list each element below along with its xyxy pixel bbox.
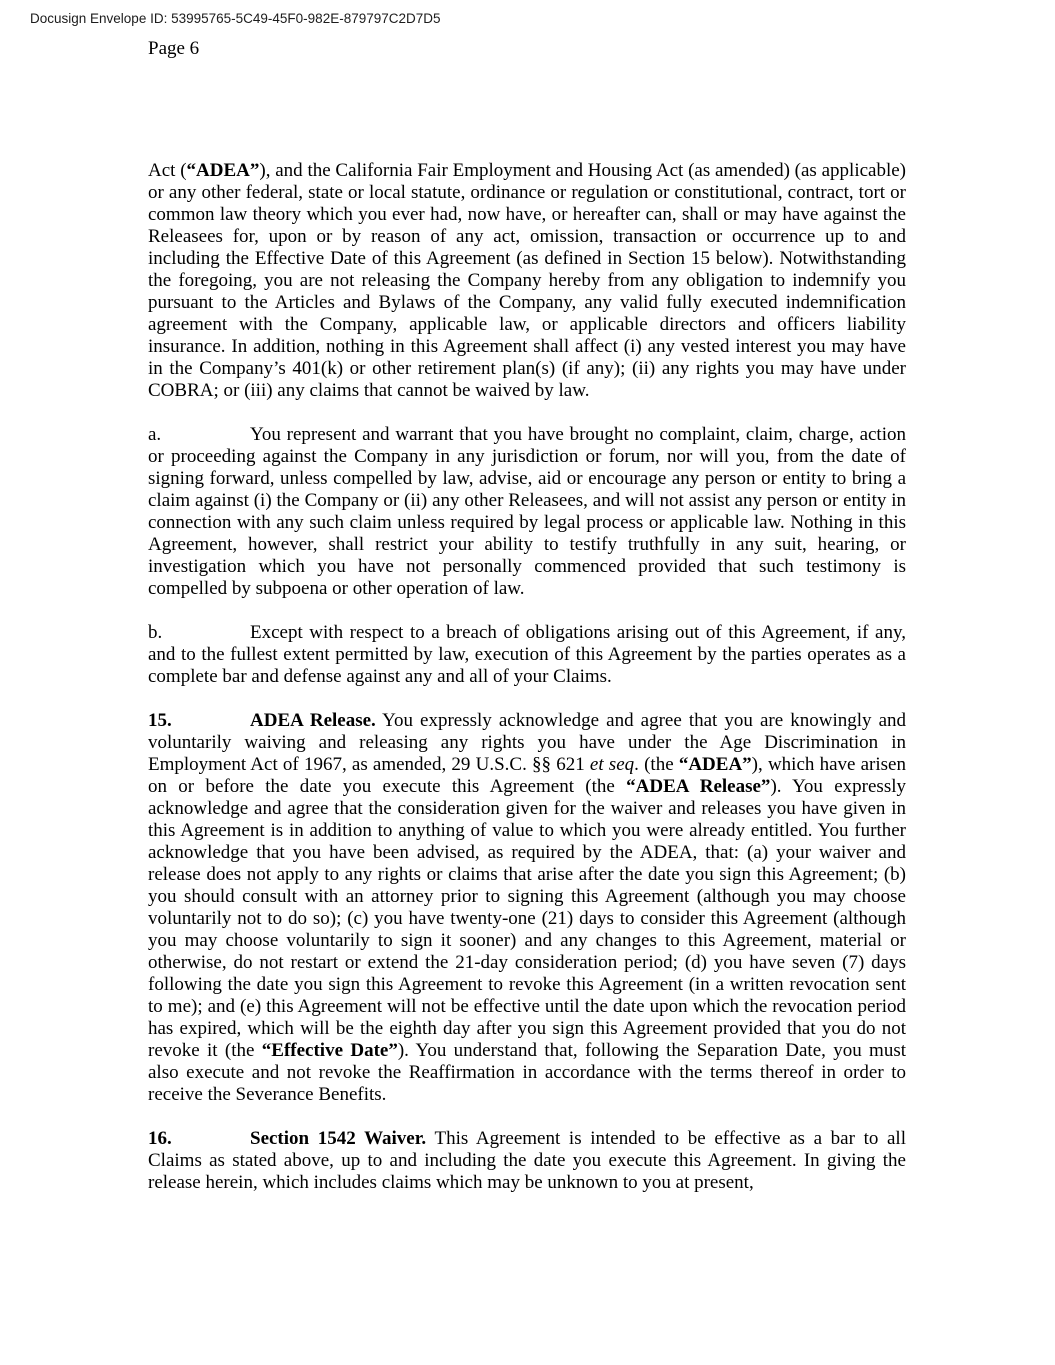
- text-run: ). You understand that, following the Separation Date, you must also execute and not revoke the Reaffirmation in accordance with the terms thereof in order to receive the Severance Benefits.: [148, 1040, 906, 1105]
- section-15-number: 15.: [148, 710, 172, 731]
- text-run-bold-effective-date: “Effective Date”: [261, 1040, 398, 1061]
- text-run: . (the: [634, 754, 679, 775]
- text-run: ), which have arisen on or before the date you execute this Agreement (the: [148, 754, 906, 797]
- text-run-italic-etseq: et seq: [589, 754, 635, 775]
- text-run: ). You expressly acknowledge and agree that the consideration given for the waiver and releases you have given in this Agreement is in addition to anything of value to which you were already entitled. You further acknowledge that you have been advised, as required by the ADEA, that: (a) your waiver and release does not apply to any rights or claims that arise after the date you sign this Agreement; (b) you should consult with an attorney prior to signing this Agreement (although you may choose voluntarily not to do so); (c) you have twenty-one (21) days to consider this Agreement (although you may choose voluntarily to sign it sooner) and any changes to this Agreement, material or otherwise, do not restart or extend the 21-day consideration period; (d) you have seven (7) days following the date you sign this Agreement to revoke this Agreement (in a written revocation sent to me); and (e) this Agreement will not be effective until the date upon which the revocation period has expired, which will be the eighth day after you sign this Agreement provided that you do not revoke it (the: [148, 776, 907, 1061]
- section-15-heading: ADEA Release.: [250, 710, 376, 731]
- page-number-label: Page 6: [148, 38, 200, 59]
- docusign-envelope-id: Docusign Envelope ID: 53995765-5C49-45F0-982E-879797C2D7D5: [30, 11, 441, 26]
- text-run-bold-adea: “ADEA”: [678, 754, 752, 775]
- paragraph-continuation: [148, 160, 906, 402]
- paragraph-marker-a: a.: [148, 424, 162, 445]
- text-run: You expressly acknowledge and agree that you are knowingly and voluntarily waiving and releasing any rights you have under the Age Discrimination in Employment Act of 1967, as amended, 29 U.S.C. §§ 621: [148, 710, 906, 775]
- text-run: ), and the California Fair Employment and Housing Act (as amended) (as applicable) or any other federal, state or local statute, ordinance or regulation or constitutional, contract, tort or common law theory which you ever had, now have, or hereafter can, shall or may have against the Releasees for, upon or by reason of any act, omission, transaction or occurrence up to and including the Effective Date of this Agreement (as defined in Section 15 below). Notwithstanding the foregoing, you are not releasing the Company hereby from any obligation to indemnify you pursuant to the Articles and Bylaws of the Company, any valid fully executed indemnification agreement with the Company, applicable law, or applicable directors and officers liability insurance. In addition, nothing in this Agreement shall affect (i) any vested interest you may have in the Company’s 401(k) or other retirement plan(s) (if any); (ii) any rights you may have under COBRA; or (iii) any claims that cannot be waived by law.: [148, 160, 906, 401]
- text-run: This Agreement is intended to be effective as a bar to all Claims as stated above, up to and including the date you execute this Agreement. In giving the release herein, which includes claims which may be unknown to you at present,: [148, 1128, 906, 1193]
- section-16-number: 16.: [148, 1128, 172, 1149]
- text-run-bold-adea: “ADEA”: [186, 160, 260, 181]
- document-body: [148, 160, 906, 1216]
- text-run-bold-adea-release: “ADEA Release”: [626, 776, 771, 797]
- text-run: Except with respect to a breach of obligations arising out of this Agreement, if any, and to the fullest extent permitted by law, execution of this Agreement by the parties operates as a complete bar and defense against any and all of your Claims.: [148, 622, 906, 687]
- text-run: Act (: [148, 160, 187, 181]
- paragraph-a: [148, 424, 906, 600]
- paragraph-marker-b: b.: [148, 622, 163, 643]
- section-16-1542-waiver: [148, 1128, 906, 1194]
- text-run: You represent and warrant that you have brought no complaint, claim, charge, action or proceeding against the Company in any jurisdiction or forum, nor will you, from the date of signing forward, unless compelled by law, advise, aid or encourage any person or entity to bring a claim against (i) the Company or (ii) any other Releasees, and will not assist any person or entity in connection with any such claim unless required by legal process or applicable law. Nothing in this Agreement, however, shall restrict your ability to testify truthfully in any suit, hearing, or investigation which you have not personally commenced provided that such testimony is compelled by subpoena or other operation of law.: [148, 424, 906, 599]
- section-16-heading: Section 1542 Waiver.: [250, 1128, 427, 1149]
- section-15-adea-release: [148, 710, 906, 1106]
- paragraph-b: [148, 622, 906, 688]
